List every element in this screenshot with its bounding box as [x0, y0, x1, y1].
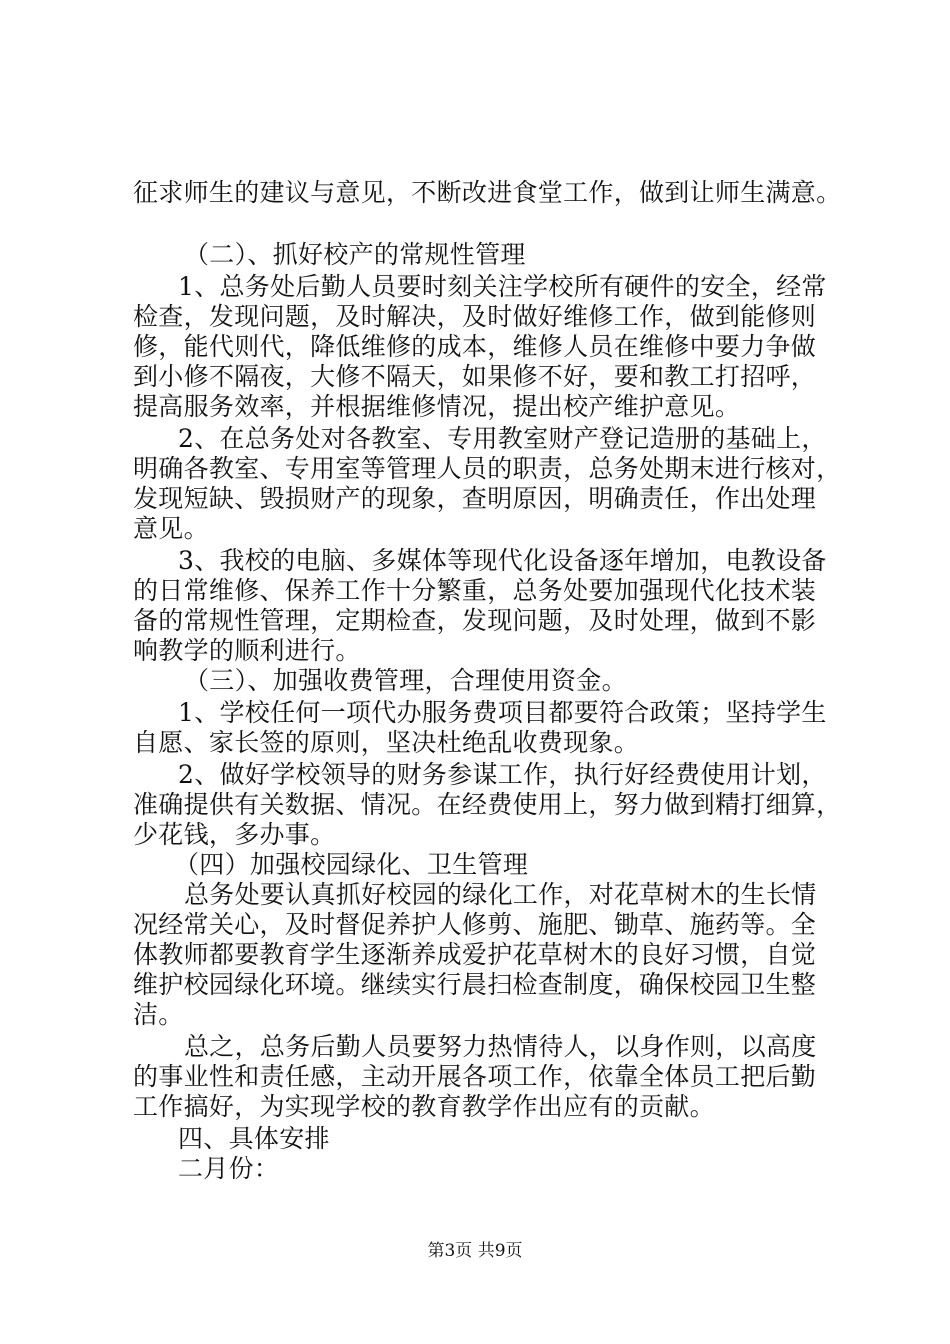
text-line: 2、在总务处对各教室、专用教室财产登记造册的基础上， [178, 424, 827, 453]
section-heading: 四、具体安排 [178, 1124, 330, 1153]
text-line: 修，能代则代，降低维修的成本，维修人员在维修中要力争做 [133, 332, 817, 361]
text-line: 响教学的顺利进行。 [133, 636, 361, 665]
text-line: 备的常规性管理，定期检查，发现问题，及时处理，做到不影 [133, 606, 817, 635]
section-heading: （二）、抓好校产的常规性管理 [184, 240, 526, 269]
text-line: 总之，总务后勤人员要努力热情待人，以身作则，以高度 [184, 1032, 817, 1061]
text-line: 自愿、家长签的原则，坚决杜绝乱收费现象。 [133, 728, 640, 757]
text-line: 的日常维修、保养工作十分繁重，总务处要加强现代化技术装 [133, 576, 817, 605]
text-line: 发现短缺、毁损财产的现象，查明原因，明确责任，作出处理 [133, 484, 817, 513]
text-line: 准确提供有关数据、情况。在经费使用上，努力做到精打细算， [133, 790, 842, 819]
text-line: 1、学校任何一项代办服务费项目都要符合政策；坚持学生 [178, 698, 827, 727]
text-line: 明确各教室、专用室等管理人员的职责，总务处期末进行核对， [133, 454, 842, 483]
text-line: 体教师都要教育学生逐渐养成爱护花草树木的良好习惯，自觉 [133, 940, 817, 969]
text-line: 总务处要认真抓好校园的绿化工作，对花草树木的生长情 [184, 880, 817, 909]
text-line: 况经常关心，及时督促养护人修剪、施肥、锄草、施药等。全 [133, 910, 817, 939]
text-line: 征求师生的建议与意见，不断改进食堂工作，做到让师生满意。 [133, 178, 842, 207]
text-line: 维护校园绿化环境。继续实行晨扫检查制度，确保校园卫生整 [133, 970, 817, 999]
section-heading: （三）、加强收费管理，合理使用资金。 [184, 666, 627, 695]
page-number-footer: 第3页 共9页 [427, 1241, 523, 1261]
text-line: 工作搞好，为实现学校的教育教学作出应有的贡献。 [133, 1092, 715, 1121]
text-line: 少花钱，多办事。 [133, 820, 336, 849]
text-line: 的事业性和责任感，主动开展各项工作，依靠全体员工把后勤 [133, 1062, 817, 1091]
text-line: 3、我校的电脑、多媒体等现代化设备逐年增加，电教设备 [178, 546, 827, 575]
text-line: 1、总务处后勤人员要时刻关注学校所有硬件的安全，经常 [178, 272, 827, 301]
text-line: 检查，发现问题，及时解决，及时做好维修工作，做到能修则 [133, 302, 817, 331]
text-line: 洁。 [133, 1000, 184, 1029]
text-line: 2、做好学校领导的财务参谋工作，执行好经费使用计划， [178, 760, 827, 789]
section-heading: （四）加强校园绿化、卫生管理 [174, 850, 529, 879]
text-line: 提高服务效率，并根据维修情况，提出校产维护意见。 [133, 392, 741, 421]
text-line: 到小修不隔夜，大修不隔天，如果修不好，要和教工打招呼， [133, 362, 817, 391]
text-line: 二月份： [178, 1154, 280, 1183]
text-line: 意见。 [133, 514, 209, 543]
